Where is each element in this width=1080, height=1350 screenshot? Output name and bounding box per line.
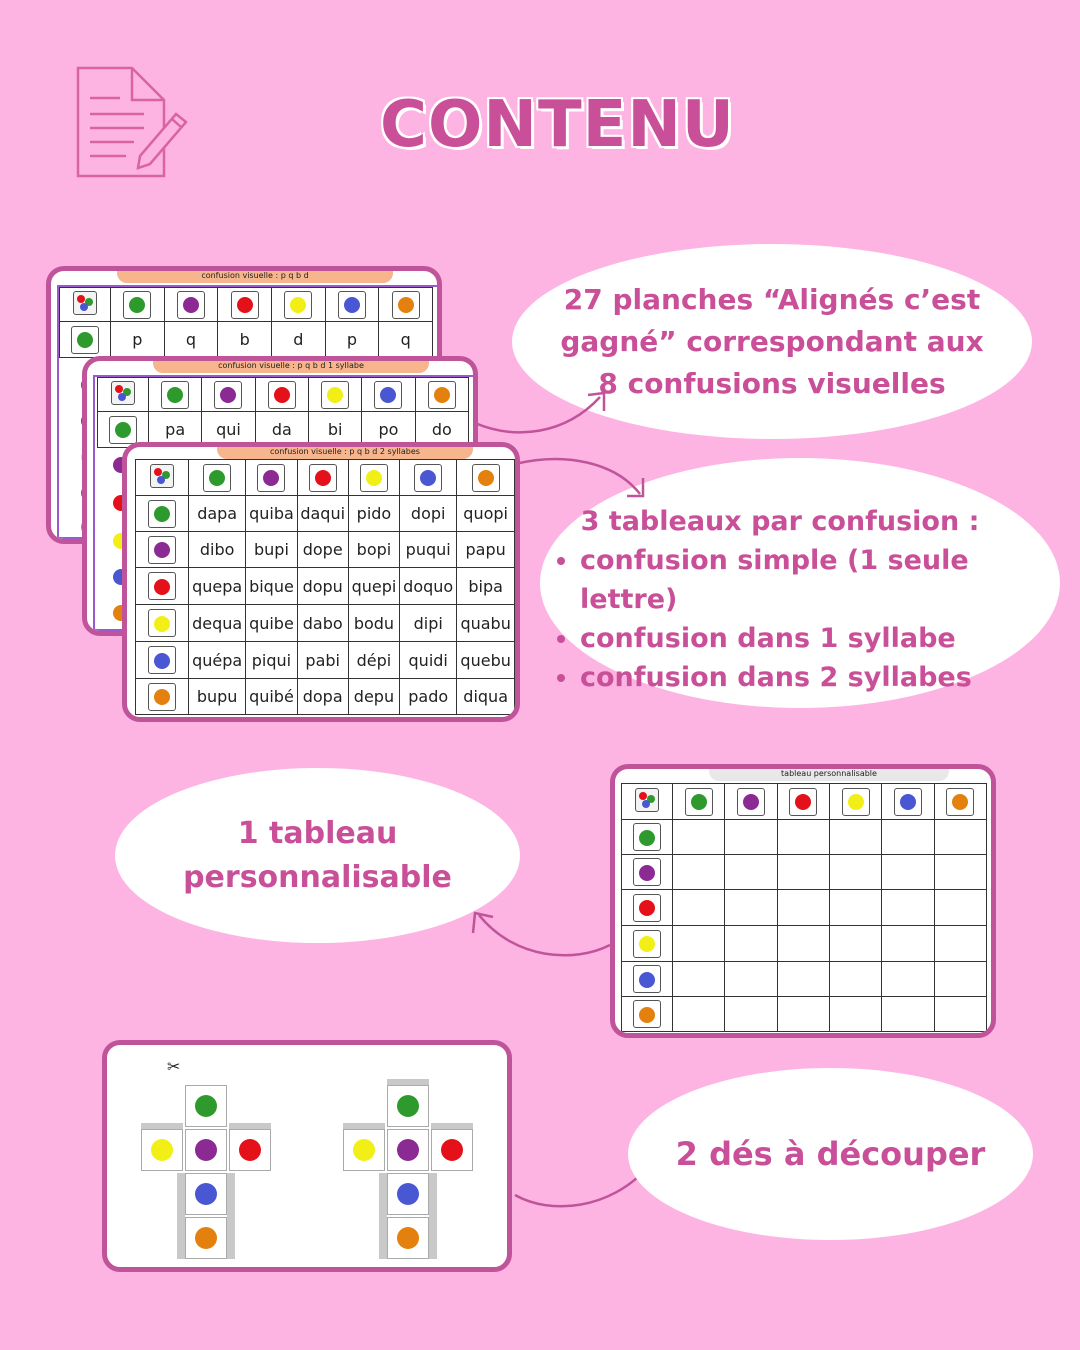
sheet-two-syllables: [122, 442, 520, 722]
bubble-des-text: 2 dés à découper: [675, 1135, 986, 1173]
cell: pa: [149, 412, 202, 448]
bubble-perso-text: 1 tableau personnalisable: [183, 815, 452, 895]
table-row: [622, 962, 987, 997]
cell: quopi: [457, 496, 515, 532]
table-row: [136, 605, 515, 642]
cell: bopi: [348, 532, 399, 568]
cell: quibe: [246, 605, 297, 642]
table-row: [136, 532, 515, 568]
table-row: [622, 890, 987, 926]
cell: pado: [400, 679, 457, 715]
cell: quepi: [348, 568, 399, 605]
table-row: [136, 568, 515, 605]
table-row: [622, 820, 987, 855]
arrow-icon: [465, 905, 615, 965]
header-yellow-icon: [284, 291, 312, 319]
cell: dabo: [297, 605, 348, 642]
cell: dequa: [189, 605, 246, 642]
table-row: [622, 997, 987, 1032]
cell: bique: [246, 568, 297, 605]
sheet-tab: confusion visuelle : p q b d 1 syllabe: [153, 361, 429, 373]
cell: bupu: [189, 679, 246, 715]
cell: quibé: [246, 679, 297, 715]
bubble-tableaux-list: [540, 541, 1060, 697]
sheet-tab: confusion visuelle : p q b d: [117, 271, 393, 283]
cell: pabi: [297, 642, 348, 679]
cell: quabu: [457, 605, 515, 642]
color-die-icon: [111, 381, 135, 405]
sheet-tab: tableau personnalisable: [709, 769, 949, 781]
cell: depu: [348, 679, 399, 715]
bubble-perso: [115, 768, 520, 943]
cell: papu: [457, 532, 515, 568]
dice-card: [102, 1040, 512, 1272]
color-die-icon: [150, 464, 174, 488]
cell: pido: [348, 496, 399, 532]
cell: dopa: [297, 679, 348, 715]
cell: da: [255, 412, 308, 448]
header-green-icon: [123, 291, 151, 319]
table-row: [136, 642, 515, 679]
color-die-icon: [635, 788, 659, 812]
die-pattern-1: [137, 1057, 277, 1265]
cell: bodu: [348, 605, 399, 642]
header-blue-icon: [338, 291, 366, 319]
arrow-icon: [505, 450, 655, 510]
cell: p: [111, 322, 165, 358]
cell: puqui: [400, 532, 457, 568]
header-orange-icon: [392, 291, 420, 319]
cell: quidi: [400, 642, 457, 679]
cell: dopi: [400, 496, 457, 532]
cell: quebu: [457, 642, 515, 679]
cell: q: [164, 322, 218, 358]
cell: dipi: [400, 605, 457, 642]
die-pattern-2: [339, 1065, 479, 1265]
header-red-icon: [231, 291, 259, 319]
cell: daqui: [297, 496, 348, 532]
header-purple-icon: [177, 291, 205, 319]
cell: diqua: [457, 679, 515, 715]
page-title: CONTENU: [380, 88, 735, 162]
table-row: [622, 855, 987, 890]
cell: do: [415, 412, 468, 448]
bubble-tableaux-title: 3 tableaux par confusion :: [580, 506, 980, 537]
arrow-icon: [470, 385, 620, 445]
cell: p: [325, 322, 379, 358]
cell: bipa: [457, 568, 515, 605]
scissors-icon: ✂: [167, 1057, 181, 1076]
cell: doquo: [400, 568, 457, 605]
cell: dopu: [297, 568, 348, 605]
cell: bi: [308, 412, 361, 448]
cell: quepa: [189, 568, 246, 605]
cell: po: [362, 412, 415, 448]
table-row: [622, 926, 987, 962]
list-item: • confusion dans 2 syllabes: [580, 658, 1060, 697]
list-item: • confusion dans 1 syllabe: [580, 619, 1060, 658]
cell: dope: [297, 532, 348, 568]
table-row: [136, 496, 515, 532]
table-row: [60, 322, 433, 358]
list-item: • confusion simple (1 seule lettre): [580, 541, 1060, 619]
cell: q: [379, 322, 433, 358]
cell: d: [271, 322, 325, 358]
bubble-des: [628, 1068, 1033, 1240]
cell: piqui: [246, 642, 297, 679]
cell: b: [218, 322, 272, 358]
color-die-icon: [73, 291, 97, 315]
cell: qui: [202, 412, 255, 448]
cell: dibo: [189, 532, 246, 568]
cell: quépa: [189, 642, 246, 679]
bubble-planches-text: 27 planches “Alignés c’est gagné” correspondant aux 8 confusions visuelles: [560, 282, 984, 400]
sheet-tab: confusion visuelle : p q b d 2 syllabes: [217, 447, 473, 459]
sheet-personnalisable: [610, 764, 996, 1038]
cell: bupi: [246, 532, 297, 568]
cell: quiba: [246, 496, 297, 532]
cell: dépi: [348, 642, 399, 679]
cell: dapa: [189, 496, 246, 532]
table-row: [136, 679, 515, 715]
document-edit-icon: [74, 64, 192, 184]
